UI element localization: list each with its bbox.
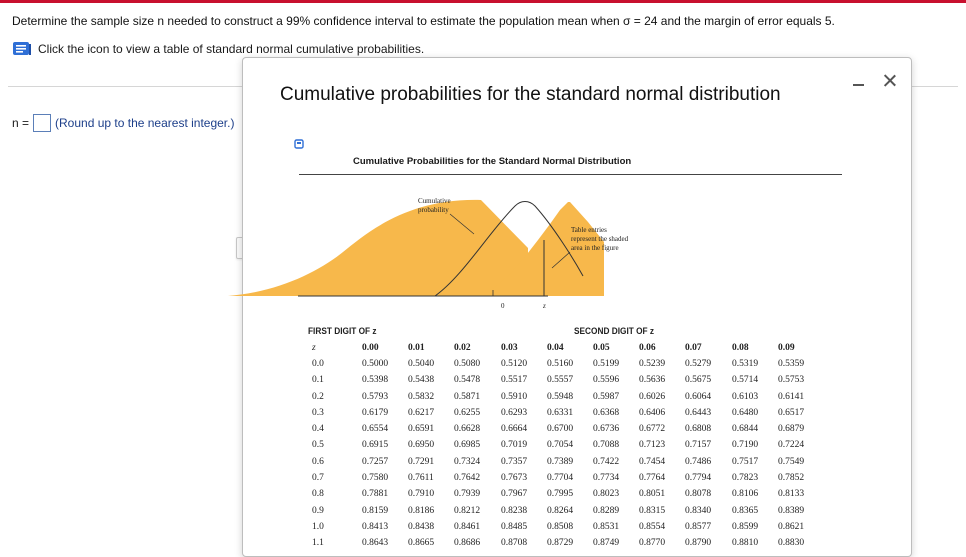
- table-cell: 0.6064: [685, 391, 712, 402]
- table-cell: 0.6591: [408, 424, 435, 435]
- column-header: 0.05: [593, 343, 610, 353]
- table-cell: 0.7291: [408, 456, 435, 467]
- table-cell: 0.8531: [593, 521, 620, 532]
- table-cell: 0.6293: [501, 407, 528, 418]
- table-cell: 0.7517: [732, 456, 759, 467]
- table-cell: 0.5714: [732, 375, 759, 386]
- table-cell: 0.7764: [639, 473, 666, 484]
- table-cell: 0.6141: [778, 391, 805, 402]
- table-cell: 0.6664: [501, 424, 528, 435]
- table-cell: 0.7123: [639, 440, 666, 451]
- table-cell: 0.7995: [547, 489, 574, 500]
- column-header: 0.01: [408, 343, 425, 353]
- normal-curve-figure: [298, 180, 629, 320]
- table-cell: 0.6368: [593, 407, 620, 418]
- table-cell: 0.7357: [501, 456, 528, 467]
- column-header: 0.03: [501, 343, 518, 353]
- table-cell: 0.8599: [732, 521, 759, 532]
- table-row: [308, 392, 848, 408]
- right-label-3: area in the figure: [571, 244, 619, 252]
- table-cell: 0.8554: [639, 521, 666, 532]
- table-cell: 0.8665: [408, 538, 435, 549]
- table-cell: 0.7673: [501, 473, 528, 484]
- table-cell: 0.5636: [639, 375, 666, 386]
- table-cell: 0.7224: [778, 440, 805, 451]
- zero-label: 0: [501, 302, 505, 310]
- close-icon[interactable]: [883, 73, 897, 87]
- table-cell: 0.6879: [778, 424, 805, 435]
- table-cell: 0.5239: [639, 359, 666, 369]
- table-cell: 0.5675: [685, 375, 712, 386]
- table-cell: 0.8289: [593, 505, 620, 516]
- table-cell: 0.8621: [778, 521, 805, 532]
- table-cell: 0.7823: [732, 473, 759, 484]
- column-header: 0.08: [732, 343, 749, 353]
- table-row: [308, 440, 848, 456]
- table-cell: 0.7794: [685, 473, 712, 484]
- table-cell: 0.7939: [454, 489, 481, 500]
- table-cell: 0.8389: [778, 505, 805, 516]
- table-row: [308, 375, 848, 391]
- table-cell: 0.5279: [685, 359, 712, 369]
- table-row: [308, 408, 848, 424]
- table-cell: 0.7486: [685, 456, 712, 467]
- table-cell: 0.8810: [732, 538, 759, 549]
- column-header: 0.06: [639, 343, 656, 353]
- table-cell: 0.8729: [547, 538, 574, 549]
- popup-title: Cumulative probabilities for the standard normal distribution: [280, 84, 781, 105]
- table-cell: 0.5557: [547, 375, 574, 386]
- table-cell: 0.8212: [454, 505, 481, 516]
- z-row-label: 1.1: [312, 538, 324, 549]
- table-cell: 0.8186: [408, 505, 435, 516]
- table-cell: 0.8790: [685, 538, 712, 549]
- table-cell: 0.8438: [408, 521, 435, 532]
- left-label-1: Cumulative: [418, 197, 451, 205]
- table-cell: 0.8830: [778, 538, 805, 549]
- table-cell: 0.5398: [362, 375, 389, 386]
- table-cell: 0.6700: [547, 424, 574, 435]
- table-cell: 0.6736: [593, 424, 620, 435]
- table-cell: 0.5438: [408, 375, 435, 386]
- table-cell: 0.7704: [547, 473, 574, 484]
- table-cell: 0.6517: [778, 407, 805, 418]
- shaded-area: [228, 200, 528, 296]
- column-header: 0.04: [547, 343, 564, 353]
- print-icon[interactable]: [294, 139, 304, 149]
- table-cell: 0.6985: [454, 440, 481, 451]
- table-cell: 0.6331: [547, 407, 574, 418]
- table-cell: 0.6628: [454, 424, 481, 435]
- right-label-2: represent the shaded: [571, 235, 629, 243]
- table-cell: 0.8133: [778, 489, 805, 500]
- table-cell: 0.6554: [362, 424, 389, 435]
- answer-input[interactable]: [33, 114, 51, 132]
- z-row-label: 0.2: [312, 391, 324, 402]
- table-cell: 0.5871: [454, 391, 481, 402]
- table-cell: 0.8708: [501, 538, 528, 549]
- column-header: z: [312, 343, 316, 353]
- table-row: [308, 489, 848, 505]
- hint-row[interactable]: [12, 40, 424, 58]
- z-row-label: 0.6: [312, 456, 324, 467]
- z-row-label: 0.4: [312, 424, 324, 435]
- question-text: Determine the sample size n needed to construct a 99% confidence interval to estimate the population mean when σ = 24 and the margin of error equals 5.: [12, 14, 835, 28]
- table-cell: 0.6217: [408, 407, 435, 418]
- table-cell: 0.8686: [454, 538, 481, 549]
- table-cell: 0.6026: [639, 391, 666, 402]
- book-icon[interactable]: [12, 41, 32, 57]
- table-cell: 0.7852: [778, 473, 805, 484]
- table-cell: 0.5199: [593, 359, 620, 369]
- table-cell: 0.5753: [778, 375, 805, 386]
- table-cell: 0.5596: [593, 375, 620, 386]
- table-row: [308, 359, 848, 375]
- table-cell: 0.7910: [408, 489, 435, 500]
- table-cell: 0.6443: [685, 407, 712, 418]
- second-digit-header: SECOND DIGIT OF z: [574, 326, 655, 336]
- table-cell: 0.8340: [685, 505, 712, 516]
- table-cell: 0.8508: [547, 521, 574, 532]
- table-cell: 0.5040: [408, 359, 435, 369]
- table-cell: 0.8159: [362, 505, 389, 516]
- z-row-label: 1.0: [312, 521, 324, 532]
- table-cell: 0.5359: [778, 359, 805, 369]
- table-cell: 0.5948: [547, 391, 574, 402]
- probability-table-popup: [242, 57, 912, 557]
- z-row-label: 0.0: [312, 359, 324, 369]
- table-cell: 0.7580: [362, 473, 389, 484]
- table-cell: 0.7190: [732, 440, 759, 451]
- table-cell: 0.8577: [685, 521, 712, 532]
- first-digit-header: FIRST DIGIT OF z: [308, 326, 377, 336]
- answer-row: [12, 114, 234, 132]
- table-cell: 0.7324: [454, 456, 481, 467]
- table-cell: 0.7454: [639, 456, 666, 467]
- table-cell: 0.6255: [454, 407, 481, 418]
- table-cell: 0.8315: [639, 505, 666, 516]
- table-cell: 0.5910: [501, 391, 528, 402]
- table-cell: 0.6179: [362, 407, 389, 418]
- column-header: 0.09: [778, 343, 795, 353]
- z-row-label: 0.9: [312, 505, 324, 516]
- table-cell: 0.8264: [547, 505, 574, 516]
- table-row: [308, 506, 848, 522]
- title-rule: [299, 174, 842, 175]
- table-cell: 0.8078: [685, 489, 712, 500]
- minimize-icon[interactable]: [852, 76, 866, 90]
- column-header: 0.07: [685, 343, 702, 353]
- table-cell: 0.6950: [408, 440, 435, 451]
- table-title: Cumulative Probabilities for the Standard Normal Distribution: [353, 156, 632, 167]
- table-cell: 0.6772: [639, 424, 666, 435]
- table-cell: 0.8749: [593, 538, 620, 549]
- z-row-label: 0.1: [312, 375, 324, 386]
- table-cell: 0.5987: [593, 391, 620, 402]
- table-cell: 0.6808: [685, 424, 712, 435]
- column-header: 0.02: [454, 343, 471, 353]
- table-row: [308, 457, 848, 473]
- table-cell: 0.5120: [501, 359, 528, 369]
- right-label-1: Table entries: [571, 226, 607, 234]
- table-cell: 0.7611: [408, 473, 434, 484]
- table-cell: 0.5517: [501, 375, 528, 386]
- table-cell: 0.7967: [501, 489, 528, 500]
- table-cell: 0.6103: [732, 391, 759, 402]
- z-row-label: 0.7: [312, 473, 324, 484]
- table-cell: 0.5080: [454, 359, 481, 369]
- table-cell: 0.6406: [639, 407, 666, 418]
- table-body: [308, 359, 848, 555]
- table-cell: 0.6844: [732, 424, 759, 435]
- answer-prefix: n =: [12, 116, 30, 130]
- table-cell: 0.8051: [639, 489, 666, 500]
- table-cell: 0.8106: [732, 489, 759, 500]
- table-row: [308, 538, 848, 554]
- table-cell: 0.7422: [593, 456, 620, 467]
- z-row-label: 0.5: [312, 440, 324, 451]
- z-row-label: 0.3: [312, 407, 324, 418]
- table-cell: 0.8461: [454, 521, 481, 532]
- table-cell: 0.7088: [593, 440, 620, 451]
- table-row: [308, 522, 848, 538]
- table-cell: 0.5000: [362, 359, 389, 369]
- table-cell: 0.8770: [639, 538, 666, 549]
- z-label: z: [543, 302, 546, 310]
- table-cell: 0.8238: [501, 505, 528, 516]
- table-cell: 0.7549: [778, 456, 805, 467]
- top-accent-bar: [0, 0, 966, 3]
- table-cell: 0.7389: [547, 456, 574, 467]
- table-row: [308, 424, 848, 440]
- column-headers: [308, 343, 848, 353]
- table-cell: 0.7019: [501, 440, 528, 451]
- table-cell: 0.7054: [547, 440, 574, 451]
- table-cell: 0.8023: [593, 489, 620, 500]
- table-cell: 0.7881: [362, 489, 389, 500]
- table-cell: 0.6480: [732, 407, 759, 418]
- table-cell: 0.6915: [362, 440, 389, 451]
- table-cell: 0.7157: [685, 440, 712, 451]
- hint-text[interactable]: Click the icon to view a table of standard normal cumulative probabilities.: [38, 42, 425, 56]
- table-cell: 0.5793: [362, 391, 389, 402]
- table-cell: 0.5319: [732, 359, 759, 369]
- table-cell: 0.5478: [454, 375, 481, 386]
- table-cell: 0.5832: [408, 391, 435, 402]
- table-cell: 0.7734: [593, 473, 620, 484]
- left-label-2: probability: [418, 206, 449, 214]
- table-cell: 0.5160: [547, 359, 574, 369]
- table-cell: 0.7642: [454, 473, 481, 484]
- table-cell: 0.8365: [732, 505, 759, 516]
- table-cell: 0.8413: [362, 521, 389, 532]
- z-row-label: 0.8: [312, 489, 324, 500]
- table-cell: 0.8485: [501, 521, 528, 532]
- table-cell: 0.7257: [362, 456, 389, 467]
- answer-note: (Round up to the nearest integer.): [55, 116, 235, 130]
- column-header: 0.00: [362, 343, 379, 353]
- table-row: [308, 473, 848, 489]
- table-cell: 0.8643: [362, 538, 389, 549]
